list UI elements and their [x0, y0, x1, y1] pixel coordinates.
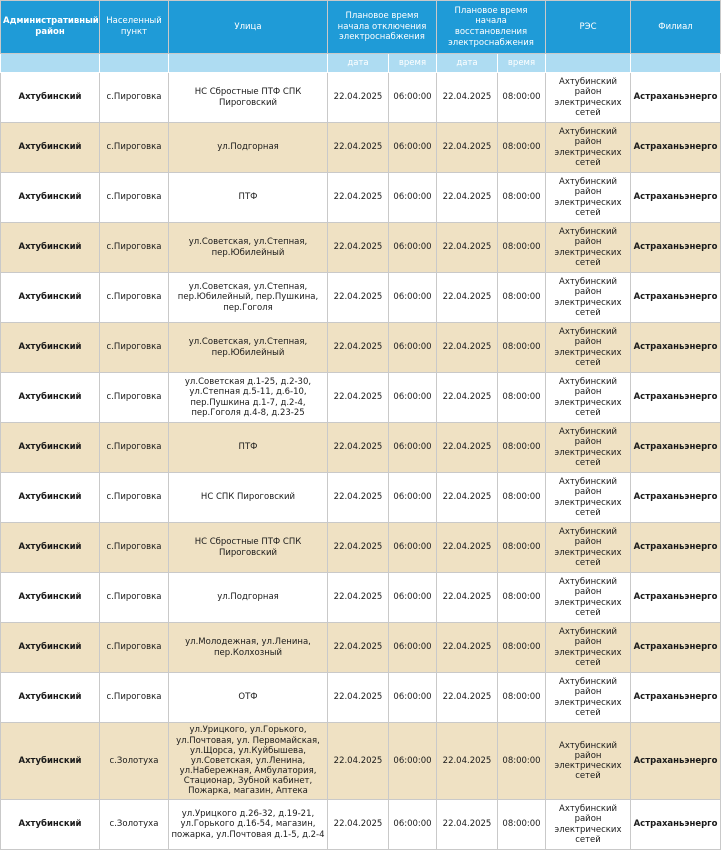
cell-district: Ахтубинский	[1, 423, 100, 473]
table-row	[1, 623, 721, 673]
cell-street: ул.Советская, ул.Степная, пер.Юбилейный	[169, 323, 328, 373]
table-row	[1, 173, 721, 223]
table-row	[1, 373, 721, 423]
cell-off-time: 06:00:00	[389, 623, 437, 673]
cell-on-date: 22.04.2025	[437, 223, 498, 273]
subheader-empty	[546, 54, 631, 73]
cell-on-time: 08:00:00	[498, 473, 546, 523]
cell-street: ул.Советская, ул.Степная, пер.Юбилейный	[169, 223, 328, 273]
cell-res: Ахтубинский район электрических сетей	[546, 323, 631, 373]
cell-on-date: 22.04.2025	[437, 623, 498, 673]
table-row	[1, 573, 721, 623]
cell-street: ул.Урицкого д.26-32, д.19-21, ул.Горького д.16-54, магазин, пожарка, ул.Почтовая д.1-5, д.2-4	[169, 800, 328, 850]
table-row	[1, 523, 721, 573]
cell-on-date: 22.04.2025	[437, 73, 498, 123]
cell-off-time: 06:00:00	[389, 523, 437, 573]
cell-district: Ахтубинский	[1, 273, 100, 323]
cell-district: Ахтубинский	[1, 573, 100, 623]
cell-on-date: 22.04.2025	[437, 273, 498, 323]
cell-settlement: с.Пироговка	[100, 523, 169, 573]
cell-settlement: с.Золотуха	[100, 800, 169, 850]
cell-branch: Астраханьэнерго	[631, 273, 721, 323]
cell-branch: Астраханьэнерго	[631, 800, 721, 850]
cell-branch: Астраханьэнерго	[631, 623, 721, 673]
cell-on-date: 22.04.2025	[437, 123, 498, 173]
cell-on-date: 22.04.2025	[437, 673, 498, 723]
cell-settlement: с.Пироговка	[100, 323, 169, 373]
cell-off-date: 22.04.2025	[328, 723, 389, 800]
cell-on-time: 08:00:00	[498, 173, 546, 223]
table-row	[1, 323, 721, 373]
cell-street: ул.Урицкого, ул.Горького, ул.Почтовая, ул. Первомайская, ул.Щорса, ул.Куйбышева, ул.Советская, ул.Ленина, ул.Набережная, Амбулатория, Стационар, Зубной кабинет, Пожарка, магазин, Аптека	[169, 723, 328, 800]
cell-off-date: 22.04.2025	[328, 223, 389, 273]
cell-street: ОТФ	[169, 673, 328, 723]
cell-off-date: 22.04.2025	[328, 273, 389, 323]
cell-off-time: 06:00:00	[389, 723, 437, 800]
cell-settlement: с.Золотуха	[100, 723, 169, 800]
cell-branch: Астраханьэнерго	[631, 373, 721, 423]
cell-off-date: 22.04.2025	[328, 523, 389, 573]
table-row	[1, 223, 721, 273]
cell-res: Ахтубинский район электрических сетей	[546, 223, 631, 273]
cell-off-time: 06:00:00	[389, 223, 437, 273]
cell-off-time: 06:00:00	[389, 573, 437, 623]
table-row	[1, 273, 721, 323]
cell-district: Ахтубинский	[1, 523, 100, 573]
cell-off-time: 06:00:00	[389, 373, 437, 423]
table-row	[1, 473, 721, 523]
table-row	[1, 673, 721, 723]
cell-settlement: с.Пироговка	[100, 423, 169, 473]
cell-settlement: с.Пироговка	[100, 573, 169, 623]
cell-district: Ахтубинский	[1, 673, 100, 723]
cell-on-time: 08:00:00	[498, 373, 546, 423]
cell-res: Ахтубинский район электрических сетей	[546, 473, 631, 523]
cell-settlement: с.Пироговка	[100, 173, 169, 223]
cell-off-date: 22.04.2025	[328, 573, 389, 623]
cell-on-date: 22.04.2025	[437, 423, 498, 473]
cell-off-date: 22.04.2025	[328, 123, 389, 173]
cell-branch: Астраханьэнерго	[631, 673, 721, 723]
cell-off-time: 06:00:00	[389, 173, 437, 223]
subheader-on-date: дата	[437, 54, 498, 73]
cell-street: ул.Молодежная, ул.Ленина, пер.Колхозный	[169, 623, 328, 673]
header-district: Административный район	[1, 1, 100, 54]
header-branch: Филиал	[631, 1, 721, 54]
cell-on-date: 22.04.2025	[437, 373, 498, 423]
cell-res: Ахтубинский район электрических сетей	[546, 723, 631, 800]
cell-district: Ахтубинский	[1, 800, 100, 850]
table-row	[1, 423, 721, 473]
cell-branch: Астраханьэнерго	[631, 523, 721, 573]
cell-off-date: 22.04.2025	[328, 673, 389, 723]
cell-on-date: 22.04.2025	[437, 800, 498, 850]
cell-branch: Астраханьэнерго	[631, 73, 721, 123]
cell-on-time: 08:00:00	[498, 273, 546, 323]
cell-settlement: с.Пироговка	[100, 223, 169, 273]
cell-off-date: 22.04.2025	[328, 173, 389, 223]
cell-off-time: 06:00:00	[389, 273, 437, 323]
subheader-empty	[169, 54, 328, 73]
cell-street: НС Сбростные ПТФ СПК Пироговский	[169, 73, 328, 123]
table-body	[1, 73, 721, 850]
cell-on-time: 08:00:00	[498, 673, 546, 723]
cell-off-time: 06:00:00	[389, 323, 437, 373]
subheader-off-time: время	[389, 54, 437, 73]
cell-settlement: с.Пироговка	[100, 473, 169, 523]
cell-on-time: 08:00:00	[498, 573, 546, 623]
cell-on-time: 08:00:00	[498, 423, 546, 473]
cell-district: Ахтубинский	[1, 323, 100, 373]
cell-off-date: 22.04.2025	[328, 323, 389, 373]
cell-res: Ахтубинский район электрических сетей	[546, 73, 631, 123]
cell-on-time: 08:00:00	[498, 223, 546, 273]
cell-res: Ахтубинский район электрических сетей	[546, 423, 631, 473]
cell-district: Ахтубинский	[1, 473, 100, 523]
cell-off-time: 06:00:00	[389, 73, 437, 123]
cell-street: НС Сбростные ПТФ СПК Пироговский	[169, 523, 328, 573]
cell-branch: Астраханьэнерго	[631, 123, 721, 173]
cell-off-time: 06:00:00	[389, 673, 437, 723]
cell-on-time: 08:00:00	[498, 73, 546, 123]
table-row	[1, 123, 721, 173]
cell-branch: Астраханьэнерго	[631, 423, 721, 473]
cell-settlement: с.Пироговка	[100, 623, 169, 673]
header-res: РЭС	[546, 1, 631, 54]
cell-street: ул.Советская, ул.Степная, пер.Юбилейный, пер.Пушкина, пер.Гоголя	[169, 273, 328, 323]
cell-branch: Астраханьэнерго	[631, 323, 721, 373]
cell-off-date: 22.04.2025	[328, 73, 389, 123]
cell-off-time: 06:00:00	[389, 473, 437, 523]
subheader-on-time: время	[498, 54, 546, 73]
table-row	[1, 73, 721, 123]
header-street: Улица	[169, 1, 328, 54]
subheader-empty	[1, 54, 100, 73]
cell-off-time: 06:00:00	[389, 423, 437, 473]
cell-on-date: 22.04.2025	[437, 723, 498, 800]
cell-off-time: 06:00:00	[389, 800, 437, 850]
table-header-row	[1, 1, 721, 54]
cell-settlement: с.Пироговка	[100, 73, 169, 123]
cell-settlement: с.Пироговка	[100, 673, 169, 723]
cell-on-time: 08:00:00	[498, 323, 546, 373]
cell-res: Ахтубинский район электрических сетей	[546, 673, 631, 723]
cell-on-time: 08:00:00	[498, 723, 546, 800]
subheader-off-date: дата	[328, 54, 389, 73]
cell-district: Ахтубинский	[1, 73, 100, 123]
cell-street: ул.Подгорная	[169, 573, 328, 623]
cell-on-date: 22.04.2025	[437, 323, 498, 373]
cell-on-date: 22.04.2025	[437, 173, 498, 223]
cell-street: НС СПК Пироговский	[169, 473, 328, 523]
table-row	[1, 800, 721, 850]
cell-district: Ахтубинский	[1, 173, 100, 223]
cell-res: Ахтубинский район электрических сетей	[546, 123, 631, 173]
cell-off-date: 22.04.2025	[328, 623, 389, 673]
cell-street: ПТФ	[169, 173, 328, 223]
cell-branch: Астраханьэнерго	[631, 223, 721, 273]
cell-on-time: 08:00:00	[498, 123, 546, 173]
subheader-empty	[100, 54, 169, 73]
cell-on-time: 08:00:00	[498, 800, 546, 850]
cell-res: Ахтубинский район электрических сетей	[546, 373, 631, 423]
cell-settlement: с.Пироговка	[100, 373, 169, 423]
cell-branch: Астраханьэнерго	[631, 573, 721, 623]
cell-on-date: 22.04.2025	[437, 573, 498, 623]
cell-res: Ахтубинский район электрических сетей	[546, 523, 631, 573]
cell-street: ПТФ	[169, 423, 328, 473]
cell-off-date: 22.04.2025	[328, 423, 389, 473]
cell-res: Ахтубинский район электрических сетей	[546, 573, 631, 623]
cell-on-date: 22.04.2025	[437, 523, 498, 573]
cell-settlement: с.Пироговка	[100, 273, 169, 323]
header-settlement: Населенный пункт	[100, 1, 169, 54]
cell-on-date: 22.04.2025	[437, 473, 498, 523]
cell-district: Ахтубинский	[1, 623, 100, 673]
cell-street: ул.Подгорная	[169, 123, 328, 173]
cell-off-time: 06:00:00	[389, 123, 437, 173]
cell-settlement: с.Пироговка	[100, 123, 169, 173]
cell-res: Ахтубинский район электрических сетей	[546, 173, 631, 223]
header-restore-time: Плановое время начала восстановления электроснабжения	[437, 1, 546, 54]
cell-district: Ахтубинский	[1, 723, 100, 800]
cell-res: Ахтубинский район электрических сетей	[546, 623, 631, 673]
subheader-empty	[631, 54, 721, 73]
cell-on-time: 08:00:00	[498, 523, 546, 573]
cell-district: Ахтубинский	[1, 123, 100, 173]
table-row	[1, 723, 721, 800]
cell-off-date: 22.04.2025	[328, 373, 389, 423]
cell-on-time: 08:00:00	[498, 623, 546, 673]
cell-street: ул.Советская д.1-25, д.2-30, ул.Степная д.5-11, д.6-10, пер.Пушкина д.1-7, д.2-4, пер.Гоголя д.4-8, д.23-25	[169, 373, 328, 423]
cell-branch: Астраханьэнерго	[631, 173, 721, 223]
header-off-time: Плановое время начала отключения электроснабжения	[328, 1, 437, 54]
cell-off-date: 22.04.2025	[328, 473, 389, 523]
cell-district: Ахтубинский	[1, 223, 100, 273]
cell-res: Ахтубинский район электрических сетей	[546, 273, 631, 323]
cell-off-date: 22.04.2025	[328, 800, 389, 850]
cell-branch: Астраханьэнерго	[631, 473, 721, 523]
cell-res: Ахтубинский район электрических сетей	[546, 800, 631, 850]
cell-district: Ахтубинский	[1, 373, 100, 423]
cell-branch: Астраханьэнерго	[631, 723, 721, 800]
table-subheader-row	[1, 54, 721, 73]
